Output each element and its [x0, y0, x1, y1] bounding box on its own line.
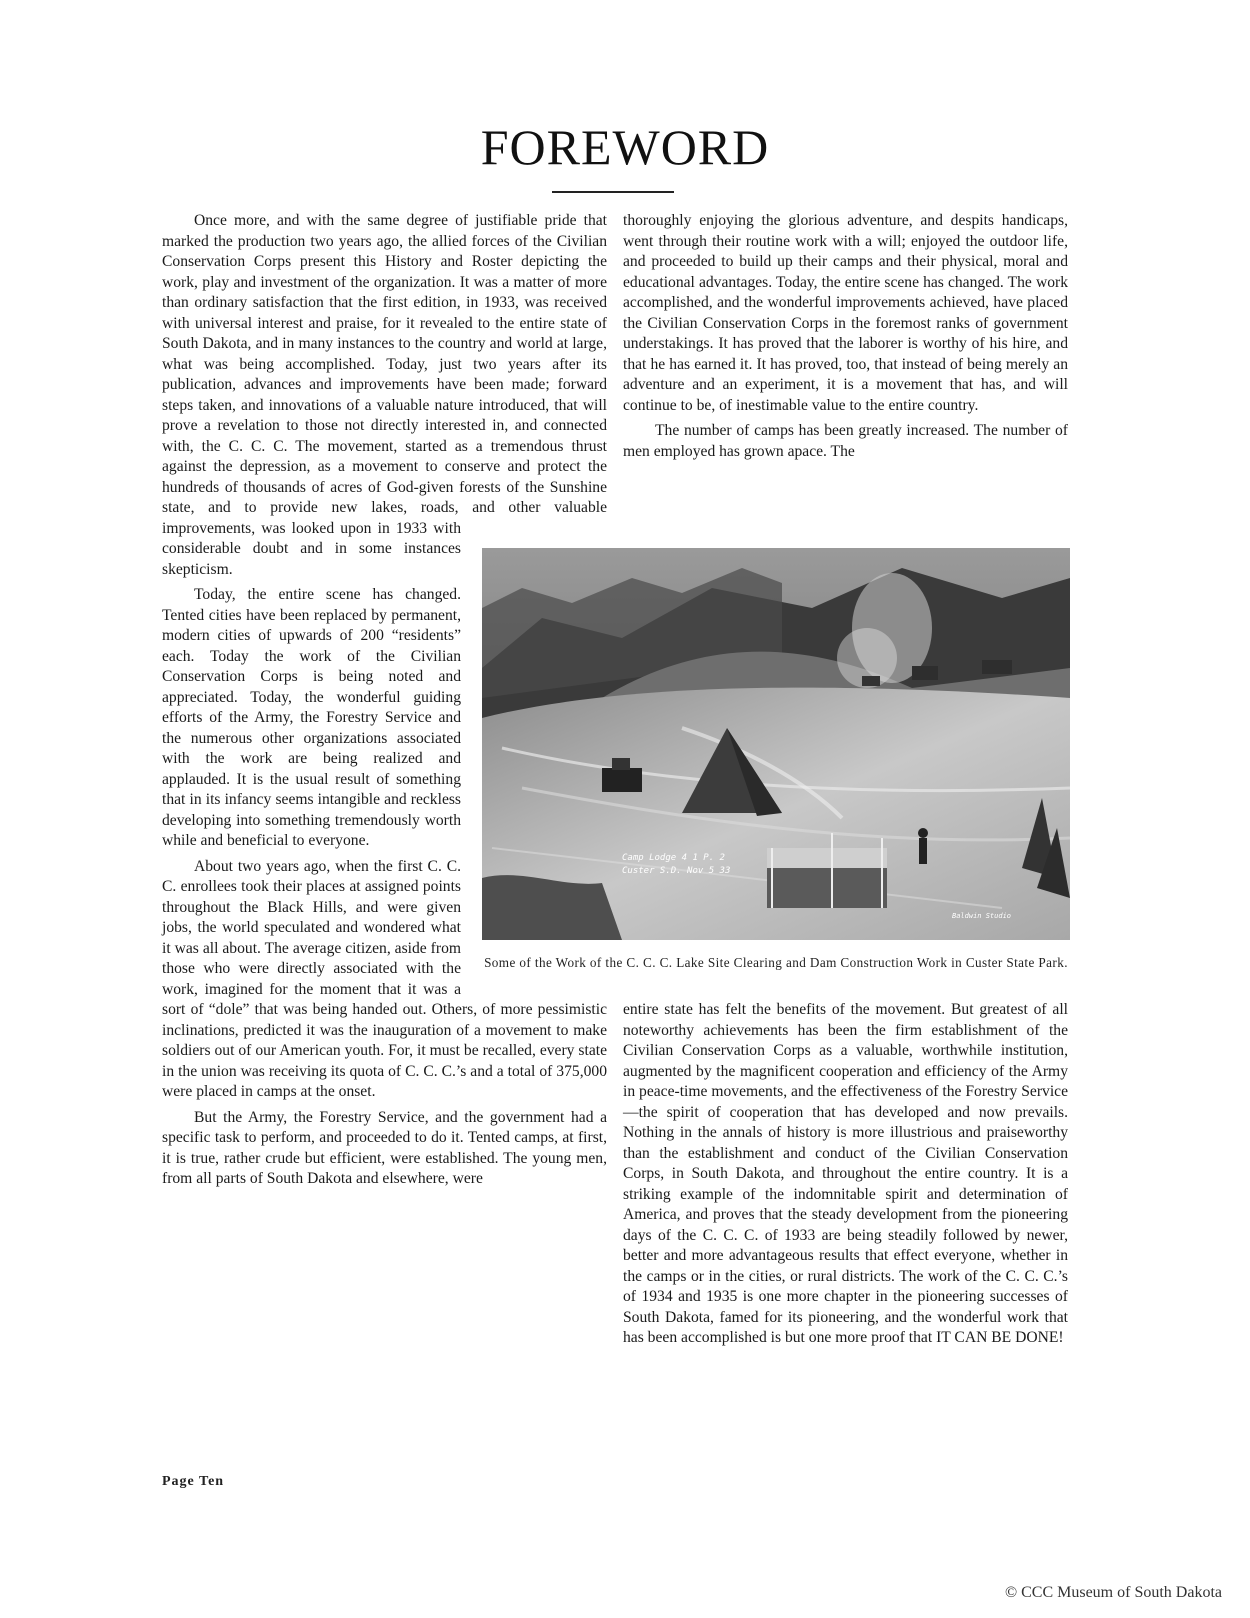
paragraph-2: Today, the entire scene has changed. Tented cities have been replaced by permanent, modern cities of upwards of 200 “residents” each. Today the work of the Civilian Conservation Corps is being noted and appreciated. Today, the wonderful guiding efforts of the Army, the Forestry Service and the numerous other organizations associated with the work are being realized and applauded. It is the usual result of something that in its infancy seems intangible and reckless developing into something tremendously worth while and beneficial to everyone. [162, 586, 461, 849]
photo-caption: Some of the Work of the C. C. C. Lake Site Clearing and Dam Construction Work in Custer State Park. [484, 955, 1068, 970]
photo-inscription-line2: Custer S.D. Nov 5 33 [622, 866, 731, 876]
photo-studio-mark: Baldwin Studio [952, 912, 1012, 920]
right-column-bottom [623, 1000, 1068, 1354]
page-title: FOREWORD [480, 119, 770, 175]
paragraph-3: About two years ago, when the first C. C. C. enrollees took their places at assigned points throughout the Black Hills, and were given jobs, the world speculated and wondered what it was all about. The average citizen, aside from those who were directly associated with the work, imagined for the moment that it was a sort of “dole” that was being handed out. Others, of more pessimistic inclinations, predicted it was the inauguration of a movement to make soldiers out of our American youth. For, it must be recalled, every state in the union was receiving its quota of C. C. C.’s and a total of 375,000 were placed in camps at the onset. [162, 857, 607, 1100]
title-divider [552, 191, 674, 193]
construction-photo [482, 548, 1070, 940]
paragraph-1: Once more, and with the same degree of justifiable pride that marked the production two years ago, the allied forces of the Civilian Conservation Corps present this History and Roster depicting the work, play and investment of the organization. It was a matter of more than ordinary satisfaction that the first edition, in 1933, was received with universal interest and praise, for it revealed to the entire state of South Dakota, and in many instances to the country and world at large, what was being accomplished. Today, just two years after its publication, advances and improvements have been made; forward steps taken, and innovations of a valuable nature introduced, that will prove a revelation to those not directly interested in, and connected with, the C. C. C. The movement, started as a tremendous thrust against the depression, as a movement to conserve and protect the hundreds of thousands of acres of God-given forests of the Sunshine state, and to provide new lakes, roads, and other valuable improvements, was looked upon in 1933 with considerable doubt and in some instances skepticism. [162, 212, 607, 578]
photo-inscription-line1: Camp Lodge 4 1 P. 2 [622, 853, 725, 863]
right-column-top [623, 211, 1068, 467]
paragraph-7: entire state has felt the benefits of the movement. But greatest of all noteworthy achievements has been the firm establishment of the Civilian Conservation Corps as a valuable, worthwhile institution, augmented by the magnificent cooperation and efficiency of the Army in peace-time movements, and the effectiveness of the Forestry Service—the spirit of cooperation that has developed and now prevails. Nothing in the annals of history is more illustrious and praiseworthy than the establishment and conduct of the Civilian Conservation Corps, in South Dakota, and throughout the entire country. It is a striking example of the indomnitable spirit and determination of America, and proves that the steady development from the pioneering days of the C. C. C. of 1933 are being steadily followed by newer, better and more advantageous results that effect everyone, whether in the camps or in the cities, or rural districts. The work of the C. C. C.’s of 1934 and 1935 is one more chapter in the pioneering successes of South Dakota, famed for its pioneering, and the wonderful work that has been accomplished is but one more proof that IT CAN BE DONE! [623, 1001, 1068, 1346]
paragraph-4: But the Army, the Forestry Service, and the government had a specific task to perform, and proceeded to do it. Tented camps, at first, it is true, rather crude but efficient, were established. The young men, from all parts of South Dakota and elsewhere, were [162, 1108, 607, 1187]
copyright-notice: © CCC Museum of South Dakota [1004, 1584, 1222, 1601]
page-number: Page Ten [162, 1474, 225, 1489]
paragraph-5: thoroughly enjoying the glorious adventure, and despits handicaps, went through their routine work with a will; enjoyed the outdoor life, and proceeded to build up their camps and their physical, moral and educational advantages. Today, the entire scene has changed. The work accomplished, and the wonderful improvements achieved, have placed the Civilian Conservation Corps in the foremost ranks of government understakings. It has proved that the laborer is worthy of his hire, and that he has earned it. It has proved, too, that instead of being merely an adventure and an experiment, it is a movement that has, and will continue to be, of inestimable value to the entire country. [623, 212, 1068, 414]
paragraph-6: The number of camps has been greatly increased. The number of men employed has grown apace. The [623, 422, 1068, 460]
photo-illustration [482, 548, 1070, 940]
